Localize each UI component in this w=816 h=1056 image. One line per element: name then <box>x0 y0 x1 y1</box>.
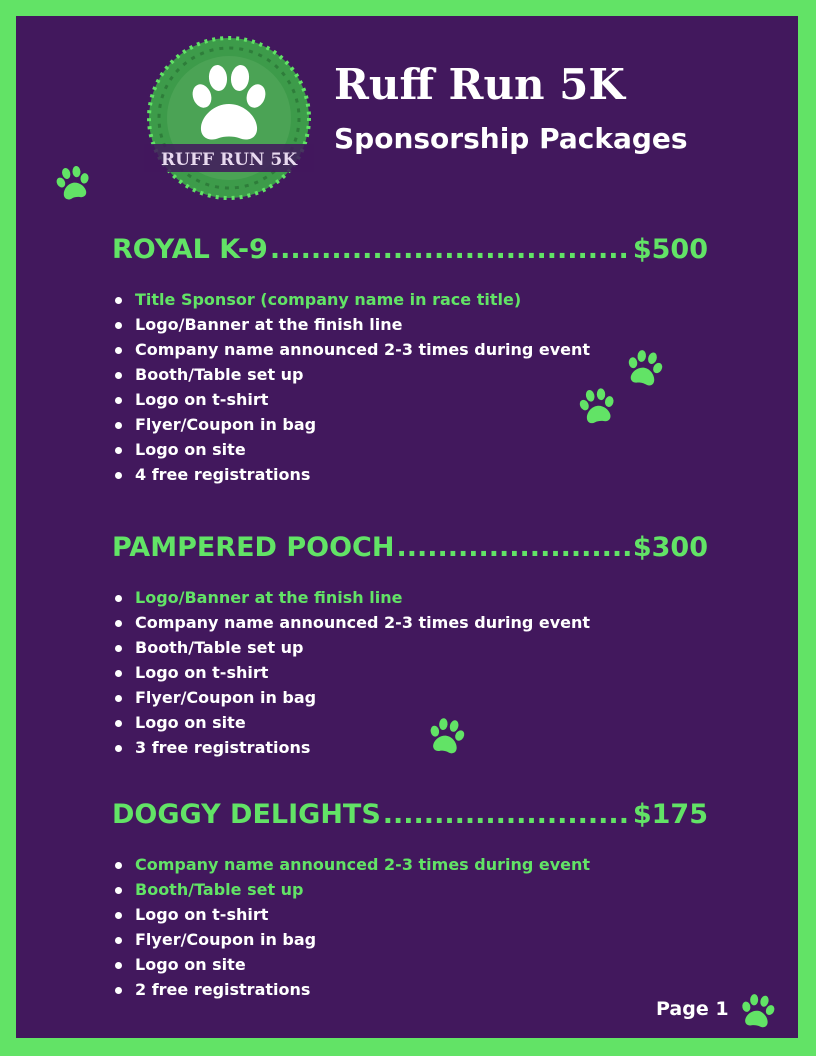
benefit-item: Booth/Table set up <box>112 362 708 387</box>
package-heading <box>112 532 708 563</box>
benefit-item: Logo on t-shirt <box>112 387 708 412</box>
package-heading <box>112 234 708 265</box>
benefit-item: Flyer/Coupon in bag <box>112 685 708 710</box>
benefit-item: Logo on t-shirt <box>112 902 708 927</box>
benefit-item: 2 free registrations <box>112 977 708 1002</box>
dot-leader <box>270 234 631 265</box>
benefit-item: Logo on site <box>112 437 708 462</box>
paw-print-icon <box>735 987 780 1032</box>
benefit-item: Company name announced 2-3 times during event <box>112 852 708 877</box>
logo-text: RUFF RUN 5K <box>160 150 298 170</box>
benefit-item: Booth/Table set up <box>112 877 708 902</box>
package-doggy-delights <box>112 799 708 1002</box>
benefit-item: Logo on site <box>112 710 708 735</box>
benefit-item: Logo on site <box>112 952 708 977</box>
flyer-page <box>16 16 798 1038</box>
benefit-item: Logo on t-shirt <box>112 660 708 685</box>
benefit-item: Company name announced 2-3 times during event <box>112 337 708 362</box>
package-pampered-pooch <box>112 532 708 760</box>
benefit-item: Company name announced 2-3 times during event <box>112 610 708 635</box>
package-price: $175 <box>632 799 708 830</box>
benefit-item: Title Sponsor (company name in race title) <box>112 287 708 312</box>
page-number: Page 1 <box>656 998 729 1020</box>
benefit-item: Booth/Table set up <box>112 635 708 660</box>
package-name: DOGGY DELIGHTS <box>112 799 381 830</box>
benefit-item: Flyer/Coupon in bag <box>112 412 708 437</box>
package-name: PAMPERED POOCH <box>112 532 395 563</box>
benefit-list <box>112 852 708 1002</box>
package-price: $300 <box>632 532 708 563</box>
benefit-item: Logo/Banner at the finish line <box>112 312 708 337</box>
package-name: ROYAL K-9 <box>112 234 268 265</box>
dot-leader <box>396 532 630 563</box>
benefit-item: 4 free registrations <box>112 462 708 487</box>
benefit-list <box>112 585 708 760</box>
package-price: $500 <box>632 234 708 265</box>
benefit-item: Logo/Banner at the finish line <box>112 585 708 610</box>
ruff-run-logo <box>144 30 314 206</box>
dot-leader <box>383 799 631 830</box>
paw-print-icon <box>50 159 96 205</box>
package-royal-k9 <box>112 234 708 487</box>
benefit-item: Flyer/Coupon in bag <box>112 927 708 952</box>
benefit-list <box>112 287 708 487</box>
page-subtitle: Sponsorship Packages <box>334 122 688 155</box>
benefit-item: 3 free registrations <box>112 735 708 760</box>
page-title: Ruff Run 5K <box>334 60 625 109</box>
package-heading <box>112 799 708 830</box>
